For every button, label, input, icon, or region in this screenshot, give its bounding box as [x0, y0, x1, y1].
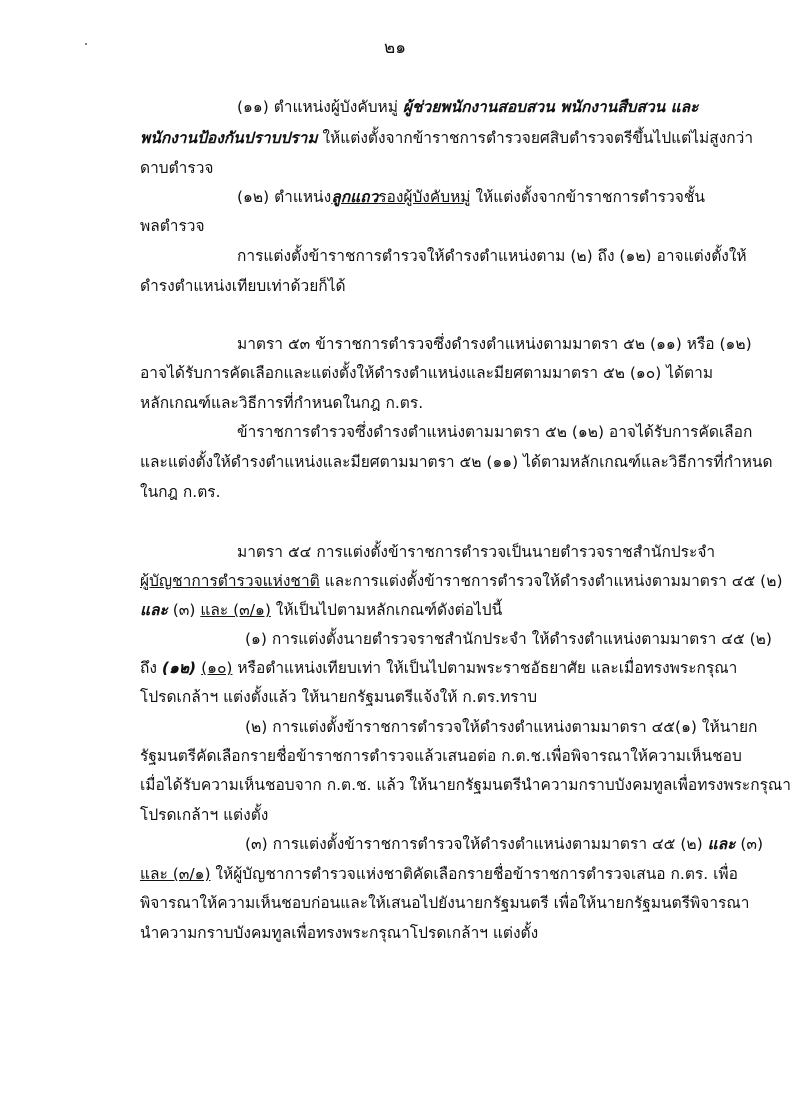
text-line — [140, 481, 221, 505]
text-segment: ข้าราชการตำรวจซึ่งดำรงตำแหน่งตามมาตรา ๕๒ (๑๒) อาจได้รับการคัดเลือก — [237, 423, 753, 441]
text-line — [140, 451, 773, 475]
text-segment: อาจได้รับการคัดเลือกและแต่งตั้งให้ดำรงตำแหน่งและมียศตามมาตรา ๕๒ (๑๐) ได้ตาม — [140, 364, 714, 382]
scan-speck — [85, 43, 87, 45]
text-line — [237, 421, 752, 445]
text-line — [140, 745, 742, 769]
text-line — [140, 686, 537, 710]
text-segment: หรือตำแหน่งเทียบเท่า ให้เป็นไปตามพระราชอัธยาศัย และเมื่อทรงพระกรุณา — [232, 659, 738, 677]
text-line — [237, 245, 747, 269]
text-segment: พลตำรวจ — [140, 217, 205, 235]
text-segment: ให้แต่งตั้งจากข้าราชการตำรวจชั้น — [470, 188, 705, 206]
text-segment: รองผู้บังคับหมู่ — [378, 188, 471, 206]
text-segment: รัฐมนตรีคัดเลือกรายชื่อข้าราชการตำรวจแล้วเสนอต่อ ก.ต.ช.เพื่อพิจารณาให้ความเห็นชอบ — [140, 747, 742, 765]
text-segment: และ (๓/๑) — [200, 601, 271, 619]
text-segment: และแต่งตั้งให้ดำรงตำแหน่งและมียศตามมาตรา ๕๒ (๑๑) ได้ตามหลักเกณฑ์และวิธีการที่กำหนด — [140, 453, 773, 471]
text-segment: (๒) การแต่งตั้งข้าราชการตำรวจให้ดำรงตำแหน่งตามมาตรา ๔๕(๑) ให้นายก — [245, 718, 758, 736]
text-segment: (๑๑) ตำแหน่งผู้บังคับหมู่ — [237, 98, 403, 116]
text-line — [140, 157, 214, 181]
text-line — [140, 392, 423, 416]
text-line — [140, 863, 738, 887]
text-line — [237, 333, 752, 357]
text-segment: และ — [707, 835, 736, 853]
text-segment: พิจารณาให้ความเห็นชอบก่อนและให้เสนอไปยังนายกรัฐมนตรี เพื่อให้นายกรัฐมนตรีพิจารณา — [140, 894, 750, 912]
text-line — [140, 275, 346, 299]
text-segment: (๑๒) — [161, 659, 197, 677]
text-segment: มาตรา ๕๔ การแต่งตั้งข้าราชการตำรวจเป็นนายตำรวจราชสำนักประจำ — [237, 543, 716, 561]
text-segment: พนักงานป้องกันปราบปราม — [140, 129, 318, 147]
text-segment: ดาบตำรวจ — [140, 159, 214, 177]
text-segment: ให้แต่งตั้งจากข้าราชการตำรวจยศสิบตำรวจตรีขึ้นไปแต่ไม่สูงกว่า — [317, 129, 754, 147]
text-segment: เมื่อได้รับความเห็นชอบจาก ก.ต.ช. แล้ว ให้นายกรัฐมนตรีนำความกราบบังคมทูลเพื่อทรงพระกรุณา — [140, 776, 791, 794]
text-line — [237, 186, 705, 210]
page-number: ๒๑ — [384, 38, 406, 58]
text-line — [245, 716, 757, 740]
text-line — [140, 570, 783, 594]
text-segment: (๑๐) — [201, 659, 233, 677]
text-segment: และ (๓/๑) — [140, 865, 211, 883]
text-segment: ลูกแถว — [331, 188, 379, 206]
text-segment: ผู้ช่วยพนักงานสอบสวน พนักงานสืบสวน และ — [402, 98, 699, 116]
text-line — [140, 599, 502, 623]
text-segment: (๓) การแต่งตั้งข้าราชการตำรวจให้ดำรงตำแหน่งตามมาตรา ๔๕ (๒) — [245, 835, 708, 853]
text-segment: ผู้บัญชาการตำรวจแห่งชาติ — [140, 572, 320, 590]
text-segment: และการแต่งตั้งข้าราชการตำรวจให้ดำรงตำแหน่งตามมาตรา ๔๕ (๒) — [319, 572, 783, 590]
text-segment: โปรดเกล้าฯ แต่งตั้งแล้ว ให้นายกรัฐมนตรีแจ้งให้ ก.ตร.ทราบ — [140, 688, 538, 706]
text-segment: (๓) — [167, 601, 201, 619]
text-segment: โปรดเกล้าฯ แต่งตั้ง — [140, 806, 269, 824]
text-segment: ในกฎ ก.ตร. — [140, 483, 221, 501]
text-segment: (๑) การแต่งตั้งนายตำรวจราชสำนักประจำ ให้ดำรงตำแหน่งตามมาตรา ๔๕ (๒) — [245, 630, 772, 648]
text-segment: มาตรา ๕๓ ข้าราชการตำรวจซึ่งดำรงตำแหน่งตามมาตรา ๕๒ (๑๑) หรือ (๑๒) — [237, 335, 752, 353]
text-segment: นำความกราบบังคมทูลเพื่อทรงพระกรุณาโปรดเกล้าฯ แต่งตั้ง — [140, 924, 539, 942]
text-line — [140, 892, 749, 916]
text-line — [237, 96, 698, 120]
text-segment: ให้เป็นไปตามหลักเกณฑ์ดังต่อไปนี้ — [270, 601, 503, 619]
text-line — [237, 541, 715, 565]
text-line — [245, 628, 772, 652]
text-line — [140, 127, 753, 151]
text-line — [140, 774, 791, 798]
text-segment: และ — [140, 601, 168, 619]
text-segment: (๓) — [735, 835, 764, 853]
text-line — [245, 833, 763, 857]
text-line — [140, 804, 268, 828]
text-segment: ดำรงตำแหน่งเทียบเท่าด้วยก็ได้ — [140, 277, 346, 295]
text-line — [140, 922, 538, 946]
text-segment: การแต่งตั้งข้าราชการตำรวจให้ดำรงตำแหน่งตาม (๒) ถึง (๑๒) อาจแต่งตั้งให้ — [237, 247, 747, 265]
text-line — [140, 362, 713, 386]
text-segment: ให้ผู้บัญชาการตำรวจแห่งชาติคัดเลือกรายชื่อข้าราชการตำรวจเสนอ ก.ตร. เพื่อ — [210, 865, 738, 883]
text-segment: ถึง — [140, 659, 162, 677]
text-segment: หลักเกณฑ์และวิธีการที่กำหนดในกฎ ก.ตร. — [140, 394, 424, 412]
text-line — [140, 657, 737, 681]
text-segment: (๑๒) ตำแหน่ง — [237, 188, 332, 206]
text-line — [140, 215, 205, 239]
